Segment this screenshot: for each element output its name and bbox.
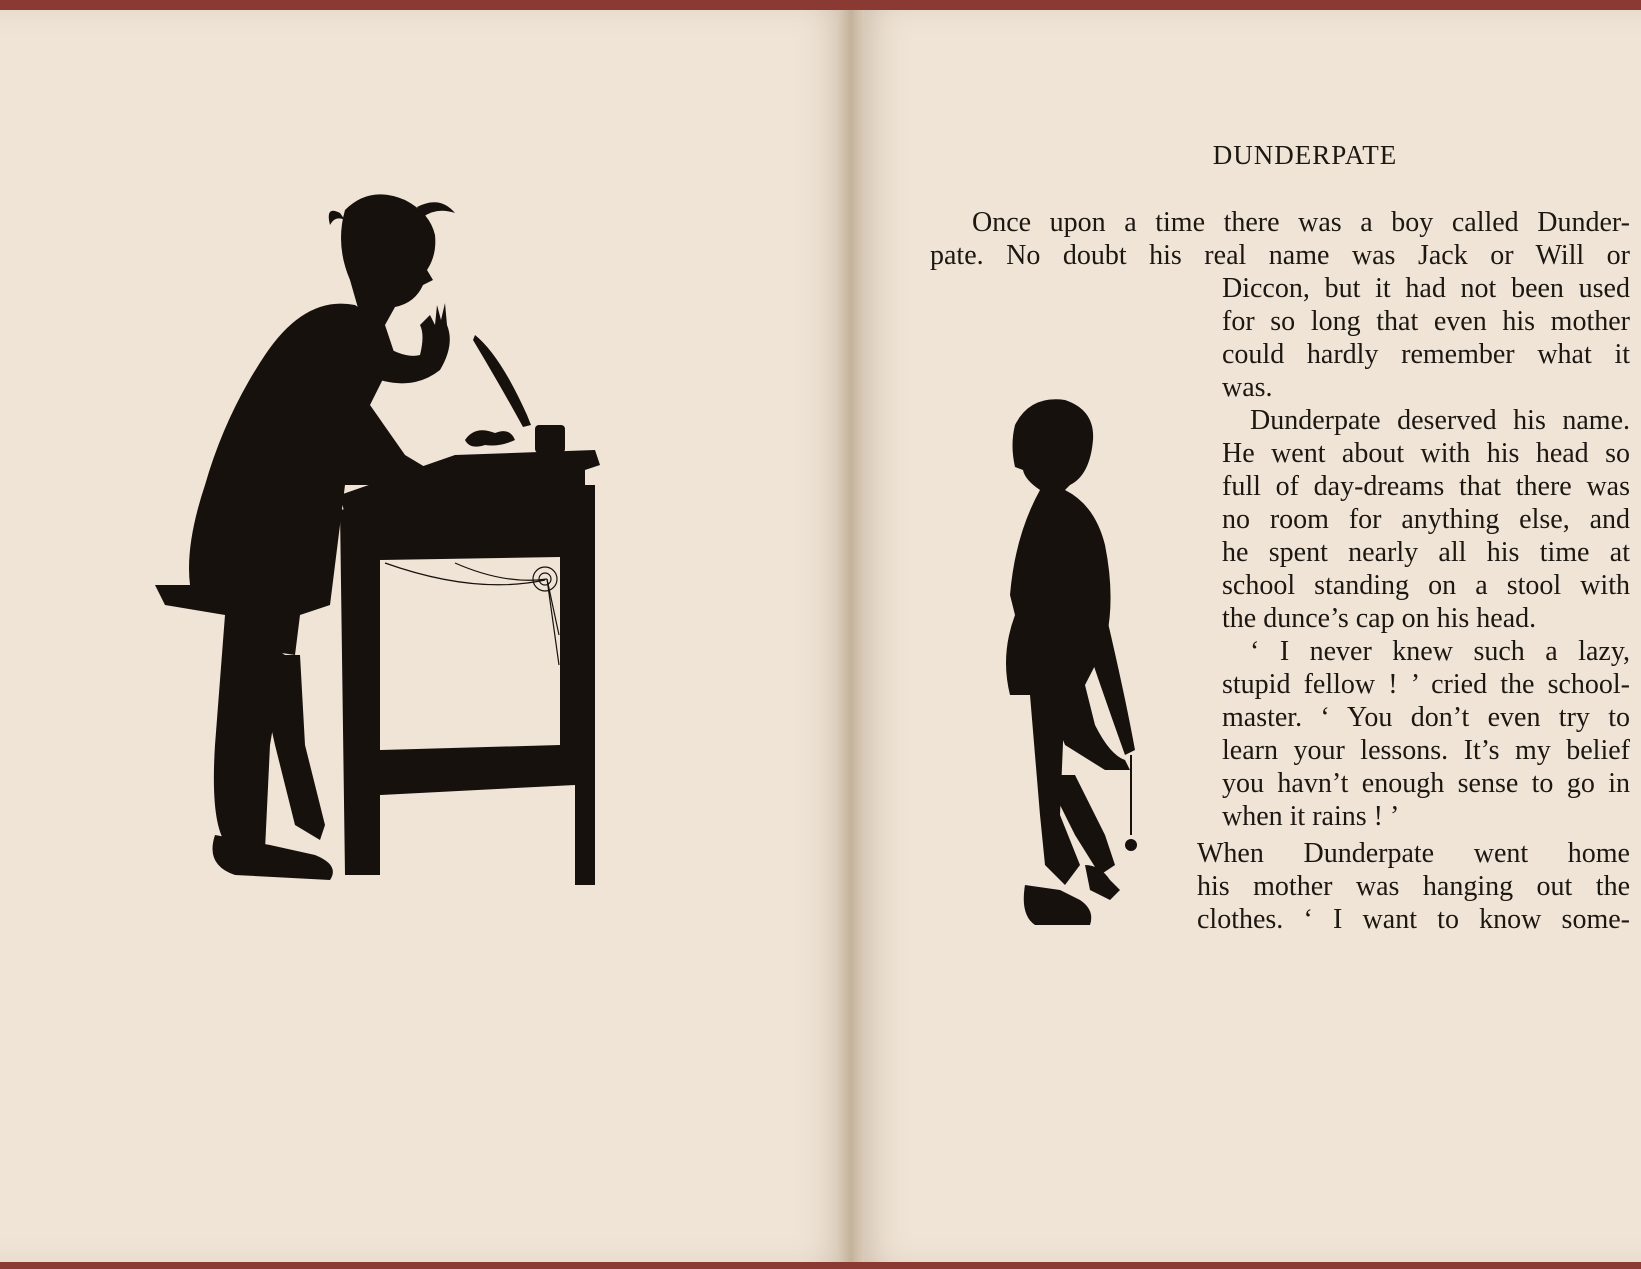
text-line: the dunce’s cap on his head. [1222, 603, 1537, 634]
text-line: Once upon a time there was a boy called Dunder- [972, 207, 1630, 238]
text-line: learn your lessons. It’s my belief [1222, 735, 1630, 766]
text-line: Dunderpate deserved his name. [1250, 405, 1630, 436]
text-line: ‘ I never knew such a lazy, [1250, 636, 1630, 667]
dunderpate-boy-silhouette [985, 395, 1150, 975]
story-title: DUNDERPATE [1212, 140, 1398, 170]
text-line: he spent nearly all his time at [1222, 537, 1630, 568]
text-line: pate. No doubt his real name was Jack or Will or [930, 240, 1630, 271]
story-paragraph-column [1222, 272, 1630, 833]
text-line: When Dunderpate went home [1197, 838, 1630, 869]
book-gutter [838, 10, 864, 1262]
text-line: was. [1222, 372, 1273, 403]
text-line: when it rains ! ’ [1222, 801, 1400, 832]
story-paragraph-tail [1197, 837, 1630, 936]
text-line: Diccon, but it had not been used [1222, 273, 1630, 304]
text-line: no room for anything else, and [1222, 504, 1630, 535]
text-line: He went about with his head so [1222, 438, 1630, 469]
text-line: stupid fellow ! ’ cried the school- [1222, 669, 1630, 700]
text-line: master. ‘ You don’t even try to [1222, 702, 1630, 733]
text-line: you havn’t enough sense to go in [1222, 768, 1630, 799]
text-line: full of day-dreams that there was [1222, 471, 1630, 502]
text-line: could hardly remember what it [1222, 339, 1630, 370]
story-paragraph-opening [930, 206, 1630, 272]
schoolmaster-silhouette [155, 185, 635, 905]
text-line: for so long that even his mother [1222, 306, 1630, 337]
text-line: clothes. ‘ I want to know some- [1197, 904, 1630, 935]
text-line: school standing on a stool with [1222, 570, 1630, 601]
text-line: his mother was hanging out the [1197, 871, 1630, 902]
